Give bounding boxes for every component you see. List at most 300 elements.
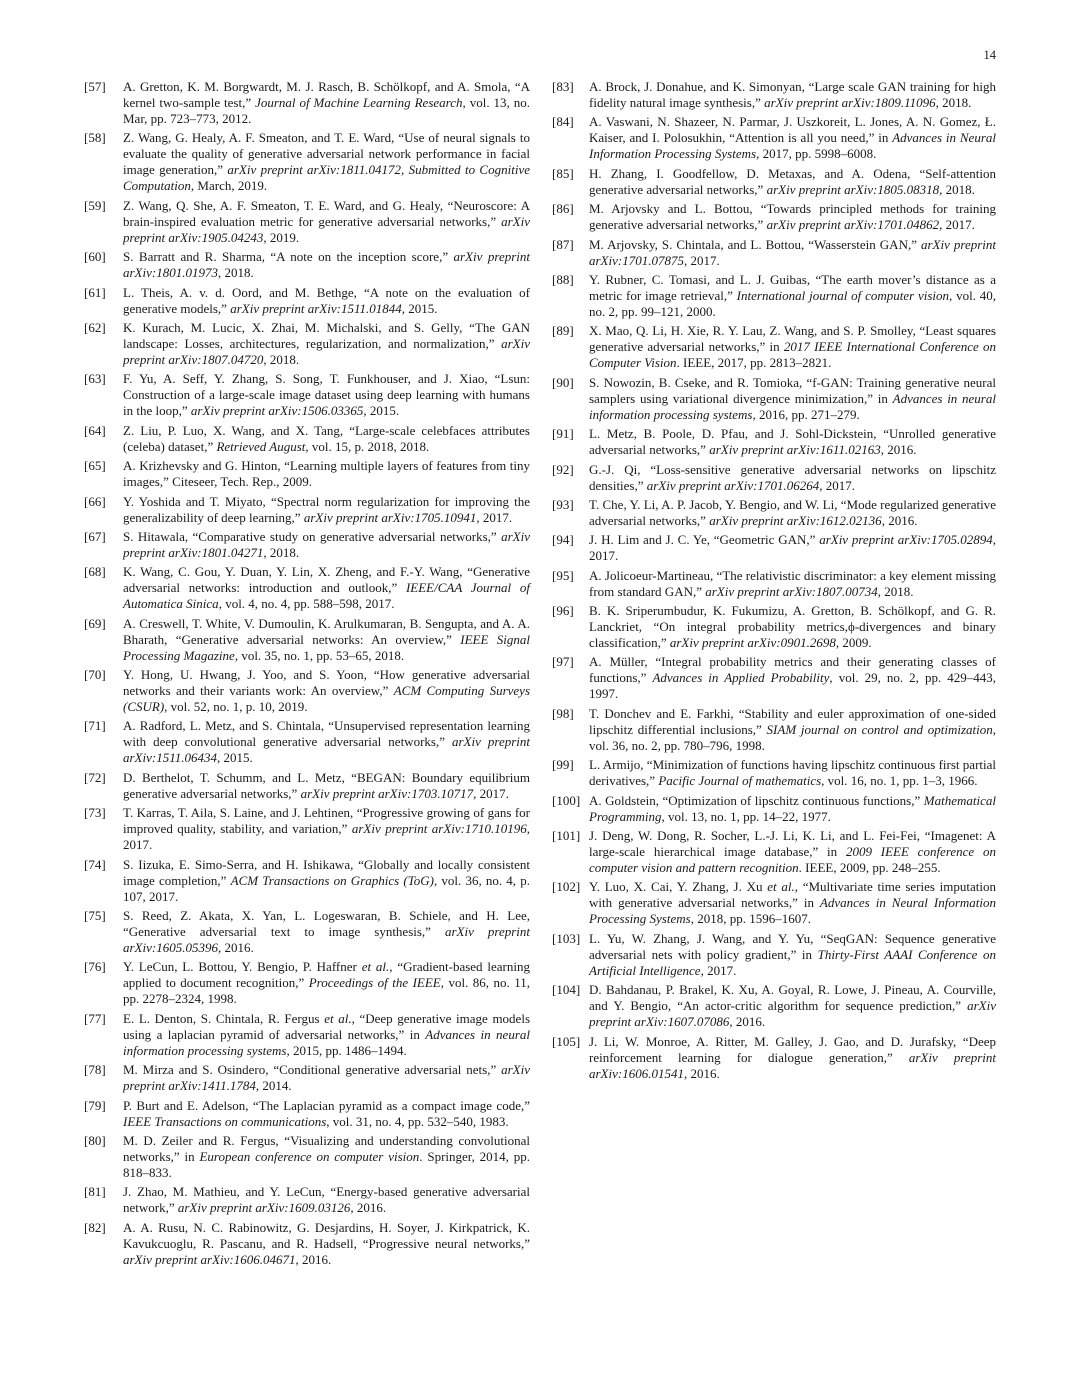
reference-text xyxy=(123,198,530,246)
reference-segment: S. Hitawala, “Comparative study on generative adversarial networks,” xyxy=(123,528,502,544)
reference-text xyxy=(589,654,996,702)
reference-number: [93] xyxy=(552,496,574,512)
reference-segment: , “Multivariate time series imputation with generative adversarial networks,” in xyxy=(589,879,997,911)
reference-entry xyxy=(552,532,996,564)
reference-italic-segment: arXiv preprint arXiv:1805.08318 xyxy=(766,181,940,197)
reference-segment: A. Vaswani, N. Shazeer, N. Parmar, J. Uszkoreit, L. Jones, A. N. Gomez, Ł. Kaiser, and I. Polosukhin, “Attention is all you need,” in xyxy=(589,114,996,146)
reference-entry xyxy=(552,982,996,1030)
reference-segment: , 2016. xyxy=(295,1251,332,1267)
reference-segment: , vol. 13, no. 1, pp. 14–22, 1977. xyxy=(661,808,831,824)
reference-italic-segment: et al. xyxy=(324,1010,352,1026)
reference-number: [80] xyxy=(84,1132,106,1148)
reference-segment: A. Krizhevsky and G. Hinton, “Learning multiple layers of features from tiny images,” Citeseer, Tech. Rep., 2009. xyxy=(123,458,530,490)
reference-number: [66] xyxy=(84,493,106,509)
reference-segment: , 2015, pp. 1486–1494. xyxy=(286,1042,407,1058)
reference-number: [64] xyxy=(84,422,106,438)
reference-text xyxy=(589,532,996,564)
reference-text xyxy=(589,166,996,198)
reference-text xyxy=(589,272,996,320)
reference-italic-segment: arXiv preprint arXiv:1807.04720 xyxy=(123,335,530,367)
reference-entry xyxy=(84,857,530,905)
reference-italic-segment: Advances in neural information processing systems xyxy=(123,1026,530,1058)
reference-text xyxy=(589,375,996,423)
reference-entry xyxy=(84,908,530,956)
reference-segment: , 2016. xyxy=(881,512,918,528)
reference-italic-segment: arXiv preprint arXiv:1611.02163 xyxy=(709,442,881,458)
reference-segment: , 2018. xyxy=(217,265,254,281)
reference-text xyxy=(123,423,530,455)
reference-italic-segment: arXiv preprint arXiv:1811.04172, Submitted to Cognitive Computation xyxy=(123,162,530,194)
reference-segment: , 2017. xyxy=(819,477,855,493)
reference-number: [74] xyxy=(84,856,106,872)
reference-number: [82] xyxy=(84,1219,106,1235)
reference-text xyxy=(589,757,996,789)
reference-italic-segment: arXiv preprint arXiv:1809.11096 xyxy=(764,95,936,110)
reference-number: [99] xyxy=(552,757,574,773)
reference-segment: , 2018. xyxy=(935,95,972,110)
reference-segment: , 2018. xyxy=(263,544,300,560)
reference-number: [85] xyxy=(552,165,574,181)
reference-number: [75] xyxy=(84,908,106,924)
reference-number: [78] xyxy=(84,1062,106,1078)
reference-segment: L. Theis, A. v. d. Oord, and M. Bethge, “A note on the evaluation of generative models,” xyxy=(123,284,530,316)
reference-italic-segment: arXiv preprint arXiv:1801.04271 xyxy=(123,528,530,560)
reference-segment: , vol. 29, no. 2, pp. 429–443, 1997. xyxy=(589,670,996,702)
reference-italic-segment: arXiv preprint arXiv:1606.01541 xyxy=(589,1049,996,1081)
reference-segment: D. Berthelot, T. Schumm, and L. Metz, “BEGAN: Boundary equilibrium generative adversarial networks,” xyxy=(123,769,530,801)
reference-segment: , 2018. xyxy=(939,181,975,197)
reference-entry xyxy=(84,616,530,664)
reference-entry xyxy=(84,458,530,490)
reference-number: [100] xyxy=(552,792,581,808)
reference-number: [105] xyxy=(552,1033,581,1049)
reference-italic-segment: Advances in neural information processing systems xyxy=(589,390,996,422)
reference-italic-segment: IEEE Transactions on communications xyxy=(123,1113,327,1129)
reference-entry xyxy=(552,375,996,423)
reference-text xyxy=(123,616,530,664)
reference-segment: , 2019. xyxy=(263,229,300,245)
reference-number: [101] xyxy=(552,828,581,844)
reference-text xyxy=(589,982,996,1030)
reference-entry xyxy=(552,323,996,371)
reference-italic-segment: 2009 IEEE conference on computer vision and pattern recognition xyxy=(589,844,996,876)
reference-text xyxy=(589,793,996,825)
reference-italic-segment: arXiv preprint arXiv:1701.07875 xyxy=(589,236,996,268)
reference-segment: A. Creswell, T. White, V. Dumoulin, K. Arulkumaran, B. Sengupta, and A. A. Bharath, “Generative adversarial networks: An overview,” xyxy=(123,615,530,647)
reference-italic-segment: IEEE Signal Processing Magazine xyxy=(123,631,530,663)
reference-italic-segment: Proceedings of the IEEE xyxy=(308,975,441,991)
reference-text xyxy=(589,1034,996,1082)
reference-entry xyxy=(84,805,530,853)
reference-text xyxy=(589,931,996,979)
reference-segment: M. Mirza and S. Osindero, “Conditional generative adversarial nets,” xyxy=(123,1062,502,1078)
reference-segment: A. A. Rusu, N. C. Rabinowitz, G. Desjardins, H. Soyer, J. Kirkpatrick, K. Kavukcuoglu, R. Pascanu, and R. Hadsell, “Progressive neural networks,” xyxy=(123,1219,530,1251)
reference-text xyxy=(589,568,996,600)
reference-segment: J. H. Lim and J. C. Ye, “Geometric GAN,” xyxy=(589,532,820,548)
reference-text xyxy=(123,857,530,905)
reference-text xyxy=(589,114,996,162)
reference-text xyxy=(589,462,996,494)
reference-segment: Y. Hong, U. Hwang, J. Yoo, and S. Yoon, “How generative adversarial networks and their variants work: An overview,” xyxy=(123,667,530,699)
reference-italic-segment: Advances in Neural Information Processing Systems xyxy=(589,130,996,162)
reference-segment: K. Kurach, M. Lucic, X. Zhai, M. Michalski, and S. Gelly, “The GAN landscape: Losses, architectures, regularization, and normalization,” xyxy=(123,319,530,351)
reference-text xyxy=(123,494,530,526)
reference-text xyxy=(589,497,996,529)
reference-number: [94] xyxy=(552,532,574,548)
reference-number: [62] xyxy=(84,319,106,335)
reference-number: [65] xyxy=(84,458,106,474)
reference-segment: D. Bahdanau, P. Brakel, K. Xu, A. Goyal, R. Lowe, J. Pineau, A. Courville, and Y. Bengio, “An actor-critic algorithm for sequence prediction,” xyxy=(589,982,996,1014)
reference-number: [76] xyxy=(84,959,106,975)
reference-segment: . IEEE, 2017, pp. 2813–2821. xyxy=(676,355,832,371)
reference-segment: , 2016. xyxy=(683,1065,720,1081)
reference-italic-segment: European conference on computer vision xyxy=(199,1148,420,1164)
reference-segment: A. Müller, “Integral probability metrics and their generating classes of functions,” xyxy=(589,654,996,686)
reference-text xyxy=(123,908,530,956)
reference-entry xyxy=(552,706,996,754)
reference-italic-segment: Advances in Applied Probability xyxy=(652,670,830,686)
reference-segment: , “Gradient-based learning applied to document recognition,” xyxy=(123,959,530,991)
reference-entry xyxy=(552,793,996,825)
reference-text xyxy=(123,1184,530,1216)
reference-text xyxy=(589,879,996,927)
reference-segment: K. Wang, C. Gou, Y. Duan, Y. Lin, X. Zheng, and F.-Y. Wang, “Generative adversarial networks: introduction and outlook,” xyxy=(123,564,530,596)
reference-entry xyxy=(84,1011,530,1059)
reference-italic-segment: arXiv preprint arXiv:1506.03365 xyxy=(190,403,364,419)
reference-number: [69] xyxy=(84,615,106,631)
reference-italic-segment: ACM Transactions on Graphics (ToG) xyxy=(230,872,434,888)
reference-number: [95] xyxy=(552,567,574,583)
reference-number: [84] xyxy=(552,114,574,130)
reference-number: [72] xyxy=(84,769,106,785)
reference-segment: A. Gretton, K. M. Borgwardt, M. J. Rasch, B. Schölkopf, and A. Smola, “A kernel two-sample test,” xyxy=(123,79,530,110)
reference-entry xyxy=(552,1034,996,1082)
reference-entry xyxy=(84,79,530,127)
reference-segment: , 2015. xyxy=(217,750,253,766)
reference-number: [70] xyxy=(84,667,106,683)
reference-segment: , 2016. xyxy=(729,1014,766,1030)
reference-entry xyxy=(552,654,996,702)
reference-segment: P. Burt and E. Adelson, “The Laplacian pyramid as a compact image code,” xyxy=(123,1097,530,1113)
reference-segment: , 2016, pp. 271–279. xyxy=(752,406,860,422)
reference-text xyxy=(123,564,530,612)
reference-segment: B. K. Sriperumbudur, K. Fukumizu, A. Gretton, B. Schölkopf, and G. R. Lanckriet, “On integral probability metrics,ϕ-divergences and binary classification,” xyxy=(589,603,996,651)
reference-segment: , 2018. xyxy=(877,583,914,599)
reference-segment: S. Reed, Z. Akata, X. Yan, L. Logeswaran, B. Schiele, and H. Lee, “Generative adversarial text to image synthesis,” xyxy=(123,908,530,940)
reference-text xyxy=(123,1011,530,1059)
reference-entry xyxy=(84,667,530,715)
reference-segment: , 2014. xyxy=(255,1078,292,1094)
reference-entry xyxy=(552,497,996,529)
reference-segment: , 2017, pp. 5998–6008. xyxy=(756,146,877,162)
reference-number: [73] xyxy=(84,805,106,821)
reference-number: [88] xyxy=(552,271,574,287)
reference-segment: L. Armijo, “Minimization of functions having lipschitz continuous first partial derivatives,” xyxy=(589,757,996,789)
reference-segment: M. Arjovsky, S. Chintala, and L. Bottou, “Wasserstein GAN,” xyxy=(589,236,921,252)
reference-segment: S. Barratt and R. Sharma, “A note on the inception score,” xyxy=(123,249,454,265)
reference-segment: , 2016. xyxy=(880,442,917,458)
reference-number: [83] xyxy=(552,79,574,94)
reference-italic-segment: arXiv preprint arXiv:1511.06434 xyxy=(123,734,530,766)
reference-segment: Z. Wang, G. Healy, A. F. Smeaton, and T. E. Ward, “Use of neural signals to evaluate the quality of generative adversarial network performance in facial image generation,” xyxy=(123,130,530,178)
reference-segment: , “Deep generative image models using a laplacian pyramid of adversarial networks,” in xyxy=(123,1010,531,1042)
reference-segment: E. L. Denton, S. Chintala, R. Fergus xyxy=(123,1010,325,1026)
reference-italic-segment: arXiv preprint arXiv:1701.04862 xyxy=(766,217,940,233)
reference-segment: J. Zhao, M. Mathieu, and Y. LeCun, “Energy-based generative adversarial network,” xyxy=(123,1184,530,1216)
reference-entry xyxy=(552,757,996,789)
reference-segment: Z. Liu, P. Luo, X. Wang, and X. Tang, “Large-scale celebfaces attributes (celeba) dataset,” xyxy=(123,422,530,454)
reference-segment: , 2017. xyxy=(123,821,530,853)
reference-italic-segment: arXiv preprint arXiv:1607.07086 xyxy=(589,998,996,1030)
reference-segment: , 2016. xyxy=(217,940,254,956)
reference-segment: L. Yu, W. Zhang, J. Wang, and Y. Yu, “SeqGAN: Sequence generative adversarial nets with policy gradient,” in xyxy=(589,930,996,962)
reference-text xyxy=(589,323,996,371)
reference-number: [60] xyxy=(84,249,106,265)
references-column-right xyxy=(552,79,996,1085)
reference-text xyxy=(589,201,996,233)
reference-text xyxy=(123,718,530,766)
reference-text xyxy=(123,285,530,317)
reference-italic-segment: arXiv preprint arXiv:1606.04671 xyxy=(123,1251,296,1267)
reference-italic-segment: 2017 IEEE International Conference on Computer Vision xyxy=(589,339,996,371)
reference-italic-segment: arXiv preprint arXiv:1701.06264 xyxy=(646,477,820,493)
reference-entry xyxy=(552,426,996,458)
reference-segment: L. Metz, B. Poole, D. Pfau, and J. Sohl-Dickstein, “Unrolled generative adversarial networks,” xyxy=(589,426,996,458)
reference-number: [68] xyxy=(84,564,106,580)
reference-segment: S. Nowozin, B. Cseke, and R. Tomioka, “f-GAN: Training generative neural samplers using variational divergence minimization,” in xyxy=(589,374,996,406)
reference-italic-segment: Advances in Neural Information Processing Systems xyxy=(589,895,996,927)
reference-number: [92] xyxy=(552,461,574,477)
reference-number: [90] xyxy=(552,374,574,390)
reference-segment: , vol. 15, p. 2018, 2018. xyxy=(305,438,430,454)
references-column-left xyxy=(84,79,530,1271)
reference-entry xyxy=(552,879,996,927)
reference-text xyxy=(589,426,996,458)
reference-italic-segment: Retrieved August xyxy=(216,438,306,454)
reference-text xyxy=(123,458,530,490)
reference-segment: Y. Rubner, C. Tomasi, and L. J. Guibas, “The earth mover’s distance as a metric for image retrieval,” xyxy=(589,271,996,303)
reference-italic-segment: IEEE/CAA Journal of Automatica Sinica xyxy=(123,580,531,612)
reference-number: [58] xyxy=(84,130,106,146)
reference-italic-segment: SIAM journal on control and optimization xyxy=(766,721,993,737)
reference-italic-segment: ACM Computing Surveys (CSUR) xyxy=(123,683,530,715)
reference-italic-segment: arXiv preprint arXiv:1411.1784 xyxy=(123,1062,530,1094)
reference-entry xyxy=(552,201,996,233)
reference-segment: A. Radford, L. Metz, and S. Chintala, “Unsupervised representation learning with deep convolutional generative adversarial networks,” xyxy=(123,718,530,750)
reference-text xyxy=(123,529,530,561)
reference-entry xyxy=(84,494,530,526)
reference-number: [77] xyxy=(84,1010,106,1026)
reference-segment: , 2009. xyxy=(835,635,872,651)
reference-number: [102] xyxy=(552,879,581,895)
reference-italic-segment: et al. xyxy=(767,879,795,895)
reference-segment: , 2015. xyxy=(401,300,438,316)
reference-text xyxy=(123,79,530,127)
reference-number: [91] xyxy=(552,426,574,442)
reference-number: [98] xyxy=(552,705,574,721)
reference-italic-segment: Thirty-First AAAI Conference on Artificial Intelligence xyxy=(589,946,996,978)
reference-text xyxy=(123,1098,530,1130)
reference-entry xyxy=(84,1133,530,1181)
reference-text xyxy=(123,320,530,368)
reference-text xyxy=(589,706,996,754)
reference-segment: . Springer, 2014, pp. 818–833. xyxy=(123,1148,531,1180)
reference-number: [89] xyxy=(552,323,574,339)
reference-segment: , vol. 31, no. 4, pp. 532–540, 1983. xyxy=(326,1113,509,1129)
reference-segment: , vol. 13, no. Mar, pp. 723–773, 2012. xyxy=(123,95,530,126)
reference-entry xyxy=(84,1062,530,1094)
reference-entry xyxy=(552,114,996,162)
reference-entry xyxy=(84,249,530,281)
page-number: 14 xyxy=(983,48,996,62)
reference-number: [104] xyxy=(552,982,581,998)
reference-number: [71] xyxy=(84,718,106,734)
reference-number: [63] xyxy=(84,371,106,387)
reference-segment: J. Deng, W. Dong, R. Socher, L.-J. Li, K. Li, and L. Fei-Fei, “Imagenet: A large-scale hierarchical image database,” in xyxy=(589,828,996,860)
reference-entry xyxy=(552,272,996,320)
reference-entry xyxy=(552,931,996,979)
reference-entry xyxy=(84,959,530,1007)
reference-text xyxy=(589,79,996,111)
reference-segment: , vol. 36, no. 2, pp. 780–796, 1998. xyxy=(589,721,996,753)
reference-segment: , 2015. xyxy=(363,403,400,419)
reference-entry xyxy=(84,1220,530,1268)
reference-entry xyxy=(84,423,530,455)
reference-segment: T. Che, Y. Li, A. P. Jacob, Y. Bengio, and W. Li, “Mode regularized generative adversarial networks,” xyxy=(589,496,996,528)
reference-segment: Y. Luo, X. Cai, Y. Zhang, J. Xu xyxy=(589,879,768,895)
reference-italic-segment: arXiv preprint arXiv:1511.01844 xyxy=(230,300,402,316)
reference-italic-segment: arXiv preprint arXiv:1905.04243 xyxy=(123,213,530,245)
reference-italic-segment: arXiv preprint arXiv:1703.10717 xyxy=(300,785,474,801)
reference-italic-segment: arXiv preprint arXiv:1705.10941 xyxy=(303,509,477,525)
reference-segment: , vol. 40, no. 2, pp. 99–121, 2000. xyxy=(589,287,996,319)
reference-segment: , March, 2019. xyxy=(190,178,268,194)
reference-entry xyxy=(84,1184,530,1216)
reference-segment: M. D. Zeiler and R. Fergus, “Visualizing and understanding convolutional networks,” in xyxy=(123,1132,530,1164)
reference-segment: T. Karras, T. Aila, S. Laine, and J. Lehtinen, “Progressive growing of gans for improved quality, stability, and variation,” xyxy=(123,805,530,837)
reference-text xyxy=(123,770,530,802)
reference-text xyxy=(123,371,530,419)
reference-text xyxy=(123,1062,530,1094)
reference-text xyxy=(589,603,996,651)
reference-entry xyxy=(84,320,530,368)
reference-segment: A. Goldstein, “Optimization of lipschitz continuous functions,” xyxy=(589,792,924,808)
reference-text xyxy=(123,249,530,281)
reference-segment: , 2017. xyxy=(589,532,996,564)
reference-entry xyxy=(84,285,530,317)
reference-entry xyxy=(84,1098,530,1130)
reference-segment: , vol. 36, no. 4, p. 107, 2017. xyxy=(123,872,530,904)
reference-text xyxy=(123,805,530,853)
reference-segment: , 2017. xyxy=(700,962,737,978)
reference-segment: F. Yu, A. Seff, Y. Zhang, S. Song, T. Funkhouser, and J. Xiao, “Lsun: Construction of a large-scale image dataset using deep learning with humans in the loop,” xyxy=(123,371,530,419)
reference-text xyxy=(123,959,530,1007)
reference-entry xyxy=(552,603,996,651)
reference-number: [61] xyxy=(84,284,106,300)
reference-segment: X. Mao, Q. Li, H. Xie, R. Y. Lau, Z. Wang, and S. P. Smolley, “Least squares generative adversarial networks,” in xyxy=(589,323,996,355)
reference-italic-segment: arXiv preprint arXiv:1710.10196 xyxy=(351,821,527,837)
reference-text xyxy=(123,667,530,715)
reference-number: [57] xyxy=(84,79,106,94)
reference-italic-segment: Journal of Machine Learning Research xyxy=(255,95,463,110)
reference-segment: A. Brock, J. Donahue, and K. Simonyan, “Large scale GAN training for high fidelity natural image synthesis,” xyxy=(589,79,996,110)
reference-entry xyxy=(84,564,530,612)
reference-segment: , 2017. xyxy=(939,217,975,233)
reference-entry xyxy=(84,529,530,561)
reference-text xyxy=(589,828,996,876)
reference-segment: Z. Wang, Q. She, A. F. Smeaton, T. E. Ward, and G. Healy, “Neuroscore: A brain-inspired evaluation metric for generative adversarial networks,” xyxy=(123,197,530,229)
reference-italic-segment: arXiv preprint arXiv:1705.02894 xyxy=(819,532,993,548)
reference-segment: . IEEE, 2009, pp. 248–255. xyxy=(798,860,941,876)
reference-number: [86] xyxy=(552,201,574,217)
reference-segment: , 2018, pp. 1596–1607. xyxy=(690,911,811,927)
reference-number: [81] xyxy=(84,1184,106,1200)
reference-segment: , vol. 16, no. 1, pp. 1–3, 1966. xyxy=(821,773,978,789)
reference-entry xyxy=(552,462,996,494)
reference-segment: , 2016. xyxy=(350,1200,387,1216)
reference-segment: , 2017. xyxy=(473,785,509,801)
reference-entry xyxy=(84,130,530,194)
reference-segment: , 2017. xyxy=(683,252,720,268)
reference-number: [87] xyxy=(552,236,574,252)
reference-italic-segment: arXiv preprint arXiv:1801.01973 xyxy=(123,249,530,281)
reference-segment: , vol. 4, no. 4, pp. 588–598, 2017. xyxy=(218,596,395,612)
reference-text xyxy=(589,237,996,269)
reference-number: [67] xyxy=(84,528,106,544)
reference-number: [96] xyxy=(552,603,574,619)
reference-number: [79] xyxy=(84,1097,106,1113)
reference-entry xyxy=(552,828,996,876)
reference-entry xyxy=(552,79,996,111)
reference-entry xyxy=(552,568,996,600)
reference-number: [97] xyxy=(552,654,574,670)
reference-segment: M. Arjovsky and L. Bottou, “Towards principled methods for training generative adversarial networks,” xyxy=(589,201,996,233)
reference-italic-segment: arXiv preprint arXiv:1612.02136 xyxy=(709,512,882,528)
reference-entry xyxy=(84,371,530,419)
reference-italic-segment: arXiv preprint arXiv:1807.00734 xyxy=(705,583,878,599)
reference-segment: Y. Yoshida and T. Miyato, “Spectral norm regularization for improving the generalizability of deep learning,” xyxy=(123,493,530,525)
reference-segment: , 2018. xyxy=(263,351,300,367)
reference-text xyxy=(123,1220,530,1268)
reference-segment: , vol. 52, no. 1, p. 10, 2019. xyxy=(164,699,308,715)
reference-number: [59] xyxy=(84,197,106,213)
reference-segment: S. Iizuka, E. Simo-Serra, and H. Ishikawa, “Globally and locally consistent image completion,” xyxy=(123,856,530,888)
reference-segment: , 2017. xyxy=(476,509,513,525)
reference-italic-segment: et al. xyxy=(361,959,390,975)
reference-entry xyxy=(84,718,530,766)
reference-italic-segment: Pacific Journal of mathematics xyxy=(658,773,822,789)
reference-segment: G.-J. Qi, “Loss-sensitive generative adversarial networks on lipschitz densities,” xyxy=(589,461,996,493)
reference-segment: T. Donchev and E. Farkhi, “Stability and euler approximation of one-sided lipschitz differential inclusions,” xyxy=(589,705,996,737)
reference-segment: , vol. 35, no. 1, pp. 53–65, 2018. xyxy=(234,647,405,663)
reference-segment: A. Jolicoeur-Martineau, “The relativistic discriminator: a key element missing from standard GAN,” xyxy=(589,567,996,599)
reference-entry xyxy=(552,237,996,269)
reference-segment: , vol. 86, no. 11, pp. 2278–2324, 1998. xyxy=(123,975,530,1007)
reference-italic-segment: International journal of computer vision xyxy=(736,287,950,303)
reference-italic-segment: arXiv preprint arXiv:1605.05396 xyxy=(123,924,530,956)
reference-text xyxy=(123,1133,530,1181)
reference-text xyxy=(123,130,530,194)
reference-number: [103] xyxy=(552,930,581,946)
reference-segment: J. Li, W. Monroe, A. Ritter, M. Galley, J. Gao, and D. Jurafsky, “Deep reinforcement learning for dialogue generation,” xyxy=(589,1033,996,1065)
reference-italic-segment: arXiv preprint arXiv:0901.2698 xyxy=(669,635,836,651)
reference-entry xyxy=(552,166,996,198)
reference-entry xyxy=(84,198,530,246)
reference-italic-segment: Mathematical Programming xyxy=(589,792,996,824)
reference-italic-segment: arXiv preprint arXiv:1609.03126 xyxy=(177,1200,351,1216)
reference-segment: Y. LeCun, L. Bottou, Y. Bengio, P. Haffner xyxy=(123,959,362,975)
reference-entry xyxy=(84,770,530,802)
